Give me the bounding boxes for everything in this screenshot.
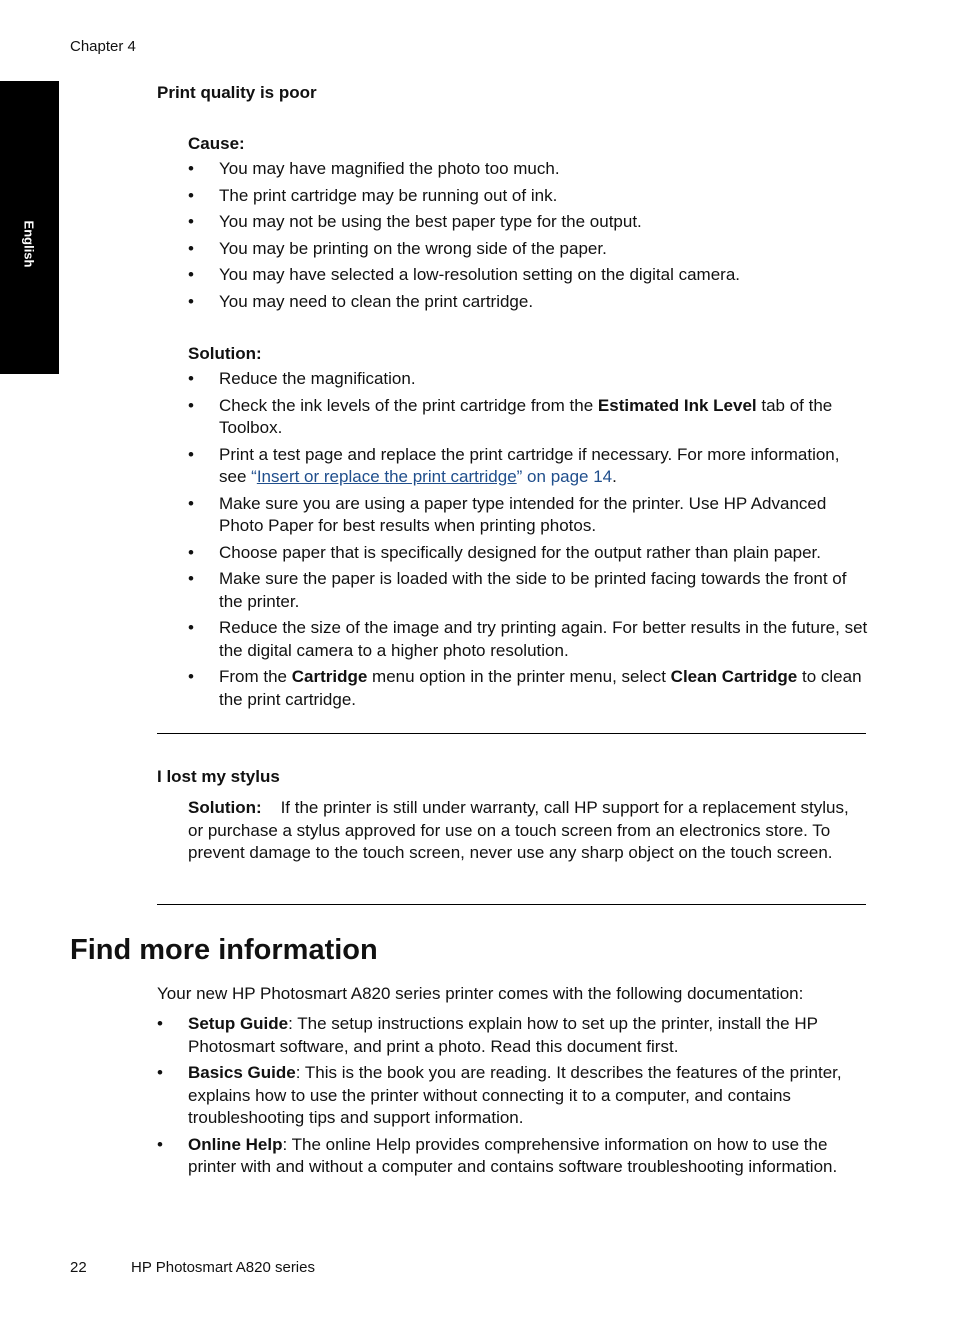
list-item — [157, 1013, 869, 1058]
side-tab-label: English — [21, 220, 37, 268]
solution-label: Solution: — [188, 344, 262, 363]
text-run: menu option in the printer menu, select — [367, 667, 671, 686]
list-item: • Make sure you are using a paper type intended for the printer. Use HP Advanced Photo Paper for best results when printing photos. — [188, 493, 868, 538]
bold-term: Cartridge — [291, 667, 368, 686]
link-text: Insert or replace the print cartridge — [256, 467, 517, 486]
section-title-lost-stylus: I lost my stylus — [157, 767, 280, 786]
bold-term: Basics Guide — [188, 1063, 296, 1082]
cause-label: Cause: — [188, 134, 245, 153]
stylus-solution-paragraph — [188, 797, 868, 865]
bold-term: Setup Guide — [188, 1014, 289, 1033]
list-item: • Make sure the paper is loaded with the side to be printed facing towards the front of the printer. — [188, 568, 868, 613]
link-page: ” on page 14 — [516, 467, 613, 486]
list-item — [157, 1062, 869, 1130]
solution-list — [188, 368, 868, 715]
list-item: • The print cartridge may be running out of ink. — [188, 185, 868, 208]
text-run: If the printer is still under warranty, call HP support for a replacement stylus, or purchase a stylus approved for use on a touch screen from an electronics store. To prevent damage to the touch screen, never use any sharp object on the touch screen. — [188, 798, 849, 862]
cause-list — [188, 158, 868, 317]
list-item: • You may not be using the best paper type for the output. — [188, 211, 868, 234]
list-item: • Choose paper that is specifically designed for the output rather than plain paper. — [188, 542, 868, 565]
text-run: Check the ink levels of the print cartridge from the — [219, 395, 598, 415]
text-run: : The online Help provides comprehensive information on how to use the printer with and without a computer and contains software troubleshooting information. — [188, 1134, 838, 1176]
text-run: to clean the print cartridge. — [219, 667, 862, 709]
footer-product-name: HP Photosmart A820 series — [131, 1259, 315, 1276]
list-item: • You may be printing on the wrong side of the paper. — [188, 238, 868, 261]
text-run: : The setup instructions explain how to set up the printer, install the HP Photosmart software, and print a photo. Read this document first. — [188, 1014, 818, 1056]
section-title-print-quality: Print quality is poor — [157, 83, 317, 102]
bold-term: Clean Cartridge — [670, 667, 798, 686]
list-item — [188, 444, 868, 489]
list-item — [188, 395, 868, 440]
text-run: : This is the book you are reading. It describes the features of the printer, explains how to use the printer without connecting it to a computer, and contains troubleshooting tips and support information. — [188, 1063, 842, 1127]
text-run: tab of the Toolbox. — [219, 395, 833, 437]
divider — [157, 904, 866, 905]
list-item — [188, 666, 868, 711]
solution-label: Solution: — [188, 798, 262, 817]
cross-reference-link[interactable] — [251, 467, 612, 486]
text-run: From the — [219, 667, 292, 686]
text-run: Print a test page and replace the print cartridge if necessary. For more information, see — [219, 444, 840, 486]
list-item: • You may have magnified the photo too much. — [188, 158, 868, 181]
list-item: • You may need to clean the print cartridge. — [188, 291, 868, 314]
page-number: 22 — [70, 1259, 87, 1276]
list-item: • Reduce the size of the image and try printing again. For better results in the future, set the digital camera to a higher photo resolution. — [188, 617, 868, 662]
text-run: . — [612, 467, 617, 486]
chapter-label: Chapter 4 — [70, 38, 136, 55]
list-item: • You may have selected a low-resolution setting on the digital camera. — [188, 264, 868, 287]
bold-term: Estimated Ink Level — [597, 395, 757, 415]
link-quote: “ — [251, 467, 257, 486]
list-item — [157, 1134, 869, 1179]
section-heading-find-more-information: Find more information — [70, 934, 378, 966]
divider — [157, 733, 866, 734]
language-side-tab — [0, 81, 59, 374]
bold-term: Online Help — [188, 1134, 283, 1154]
list-item: • Reduce the magnification. — [188, 368, 868, 391]
intro-paragraph: Your new HP Photosmart A820 series printer comes with the following documentation: — [157, 984, 804, 1003]
documentation-list — [157, 1013, 869, 1183]
